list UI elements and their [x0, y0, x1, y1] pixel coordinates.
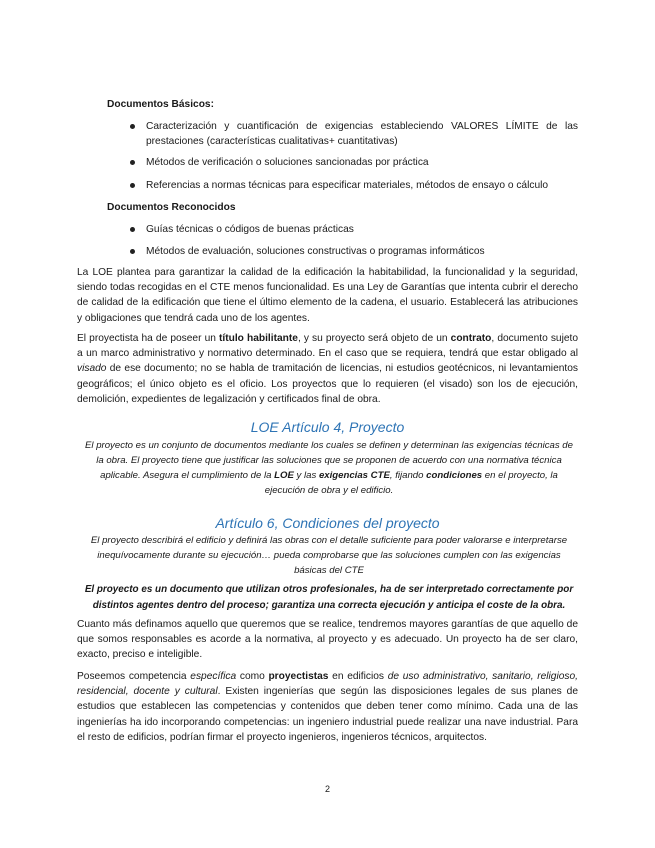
paragraph-loe: La LOE plantea para garantizar la calidad de la edificación la habitabilidad, la funcionalidad y la seguridad, siendo todas recogidas en el CTE menos funcionalidad. Es una Ley de Garantías que intenta cubrir el derecho de calidad de la edificación que tiene el último elemento de la cadena, el usuario. Establecerá las atribuciones y obligaciones que tendrá cada uno de los agentes.	[77, 267, 578, 324]
bullet-icon	[130, 183, 135, 188]
list-item: Referencias a normas técnicas para especificar materiales, métodos de ensayo o cálculo	[146, 180, 549, 191]
bullet-icon	[130, 227, 135, 232]
basicos-title: Documentos Básicos:	[107, 99, 214, 110]
page-number: 2	[324, 784, 330, 794]
bullet-icon	[130, 249, 135, 254]
paragraph-competencia: Poseemos competencia específica como proyectistas en edificios de uso administrativo, sanitario, religioso, residencial, docente y cultural. Existen ingenierías que según las disposiciones legales de sus planes de estudios que establecen las competencias y contenidos que deben tener como mínimo. Cada una de las ingenierías ha ido incorporando competencias: un ingeniero industrial puede realizar una nave industrial. Para el resto de edificios, podrían firmar el proyecto ingenieros, ingenieros técnicos, arquitectos.	[77, 671, 579, 743]
bullet-icon	[130, 160, 135, 165]
quote-articulo-6: El proyecto describirá el edificio y definirá las obras con el detalle suficiente para poder valorarse e interpretarse inequívocamente durante su ejecución… pueda comprobarse que las soluciones cumplen con las exigencias básicas del CTE	[90, 535, 568, 576]
list-item: Caracterización y cuantificación de exigencias estableciendo VALORES LÍMITE de las prestaciones (características cualitativas+ cuantitativas)	[146, 121, 578, 148]
heading-articulo-4: LOE Artículo 4, Proyecto	[250, 419, 405, 435]
list-item: Métodos de verificación o soluciones sancionadas por práctica	[146, 157, 429, 168]
list-item: Métodos de evaluación, soluciones constructivas o programas informáticos	[146, 246, 485, 257]
paragraph-cuanto: Cuanto más definamos aquello que queremos que se realice, tendremos mayores garantías de que aquello de que somos responsables es acorde a la normativa, al proyecto y es adecuado. Un proyecto ha de ser claro, exacto, preciso e inteligible.	[77, 619, 578, 661]
bold-quote: El proyecto es un documento que utilizan otros profesionales, ha de ser interpretado correctamente por distintos agentes dentro del proceso; garantiza una correcta ejecución y anticipa el coste de la obra.	[84, 584, 574, 611]
paragraph-proyectista: El proyectista ha de poseer un título habilitante, y su proyecto será objeto de un contrato, documento sujeto a un marco administrativo y normativo determinado. En el caso que se requiera, tendrá que estar obligado al visado de ese documento; no se habla de tramitación de licencias, ni estudios geotécnicos, ni levantamientos geográficos; el único objeto es el oficio. Los proyectos que lo requieren (el visado) son los de ejecución, demolición, expedientes de legalización y certificados final de obra.	[77, 333, 579, 405]
bullet-icon	[130, 124, 135, 129]
reconocidos-title: Documentos Reconocidos	[107, 202, 236, 213]
heading-articulo-6: Artículo 6, Condiciones del proyecto	[215, 515, 440, 531]
list-item: Guías técnicas o códigos de buenas prácticas	[146, 224, 354, 235]
quote-articulo-4: El proyecto es un conjunto de documentos mediante los cuales se definen y determinan las exigencias técnicas de la obra. El proyecto tiene que justificar las soluciones que se proponen de acuerdo con una normativa técnica aplicable. Asegura el cumplimiento de la LOE y las exigencias CTE, fijando condiciones en el proyecto, la ejecución de obra y el edificio.	[85, 440, 573, 496]
